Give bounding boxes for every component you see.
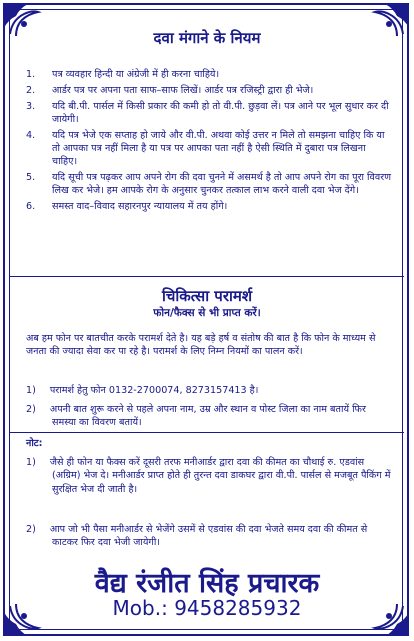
mobile-number: Mob.: 9458285932 [112,596,302,620]
note-label: नोट: [26,438,43,449]
note-item-number: 1) [26,457,36,468]
rule-number: 1. [26,69,36,80]
rule-text: यदि पत्र भेजे एक सप्ताह हो जाये और वी.पी. अथवा कोई उत्तर न मिले तो समझना चाहिए कि या तो आपका पत्र नहीं मिला है या पत्र पर आपका पता नहीं है ऐसी स्थिति में दुबारा पत्र लिखना चाहिए। [52,130,385,167]
consult-item-text: अपनी बात शुरू करने से पहले अपना नाम, उम्र और स्थान व पोस्ट जिला का नाम बतायें फिर समस्या का विवरण बतायें। [49,404,366,429]
consult-item-number: 1) [26,385,36,396]
consult-title: चिकित्सा परामर्श [161,287,253,305]
consult-item [26,384,392,397]
note-item [26,456,392,496]
consult-subtitle: फोन/फैक्स से भी प्राप्त करें। [153,307,261,319]
rule-item [22,68,392,81]
consult-item [26,403,392,430]
rule-number: 6. [26,201,36,212]
rule-item [22,129,392,168]
rule-number: 2. [26,85,36,96]
note-item-number: 2) [26,524,36,535]
rule-text: समस्त वाद–विवाद सहारनपुर न्यायालय में तय होंगे। [52,201,228,212]
note-item-text: जैसे ही फोन या फैक्स करें दूसरी तरफ मनीआर्डर द्वारा दवा की कीमत का चौथाई रु. एडवांस (अग्रिम) भेज दे। मनीआर्डर प्राप्त होते ही तुरन्त दवा डाकघर द्वारा वी.पी. पार्सल से मजबूत पैकिंग में सुरक्षित भेज दी जाती है। [49,457,391,495]
consult-item-number: 2) [26,404,36,415]
note-item-text: आप जो भी पैसा मनीआर्डर से भेजेंगे उसमें से एडवांस की दवा भेजते समय दवा की कीमत से काटकर फिर दवा भेजी जायेगी। [49,524,368,549]
rules-list [22,68,392,216]
rule-number: 3. [26,101,36,112]
consult-item-text: परामर्श हेतु फोन 0132-2700074, 8273157413 है। [49,385,259,396]
section-divider [10,276,404,277]
rule-text: पत्र व्यवहार हिन्दी या अंग्रेजी में ही करना चाहिये। [52,69,220,80]
consult-intro: अब हम फोन पर बातचीत करके परामर्श देते है। यह बड़े हर्ष व संतोष की बात है कि फोन के माध्यम से जनता की ज्यादा सेवा कर पा रहे है। परामर्श के लिए निम्न नियमों का पालन करें। [26,333,376,358]
rule-number: 5. [26,172,36,183]
rule-text: यदि बी.पी. पार्सल में किसी प्रकार की कमी हो तो वी.पी. छुड़वा लें। पत्र आने पर भूल सुधार कर दी जायेगी। [52,101,389,125]
rule-item [22,171,392,197]
rule-item [22,84,392,97]
rule-number: 4. [26,130,36,141]
note-item [26,523,392,550]
rule-text: आर्डर पत्र पर अपना पता साफ–साफ लिखें। आर्डर पत्र रजिस्ट्री द्वारा ही भेजे। [52,85,314,96]
rule-item [22,200,392,213]
section-divider [10,432,404,433]
rule-text: यदि सूची पत्र पढ़कर आप अपने रोग की दवा चुनने में असमर्थ है तो आप अपने रोग का पूरा विवरण लिख कर भेजे। हम आपके रोग के अनुसार चुनकर तत्काल लाभ करने वाली दवा भेज देंगे। [52,172,392,196]
rule-item [22,100,392,126]
practitioner-name: वैद्य रंजीत सिंह प्रचारक [94,568,320,599]
rules-title: दवा मंगाने के नियम [153,29,261,47]
